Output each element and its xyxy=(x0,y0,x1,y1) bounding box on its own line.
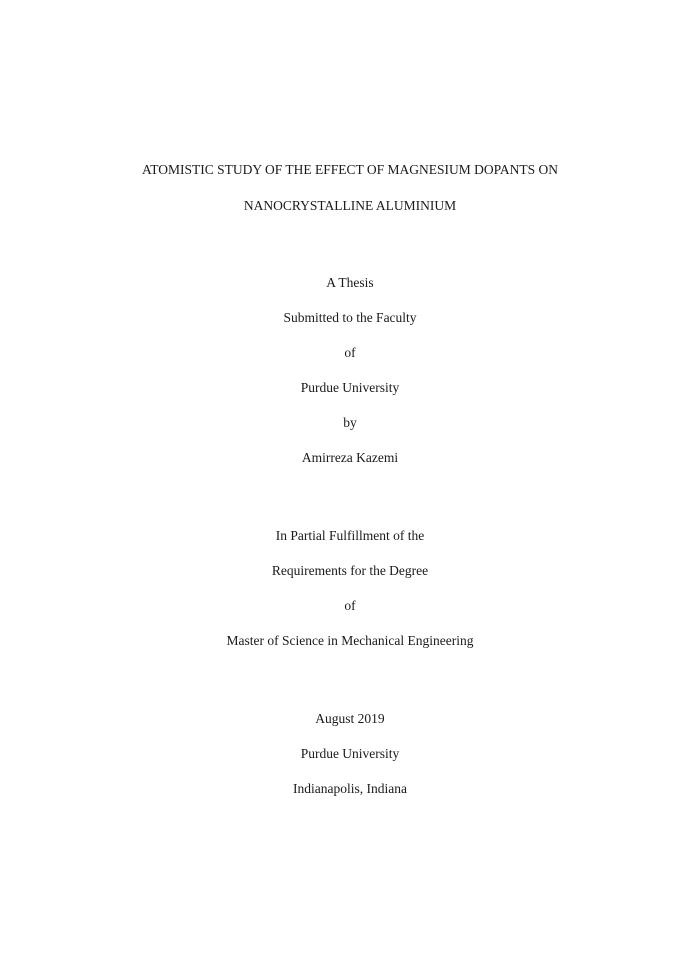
of-text: of xyxy=(344,345,356,360)
location: Indianapolis, Indiana xyxy=(293,781,407,796)
submission-date: August 2019 xyxy=(315,711,385,726)
thesis-title-line-1: ATOMISTIC STUDY OF THE EFFECT OF MAGNESIUM DOPANTS ON xyxy=(141,162,559,177)
author-name: Amirreza Kazemi xyxy=(301,450,399,465)
footer-university: Purdue University xyxy=(300,746,400,761)
fulfillment-line-2: Requirements for the Degree xyxy=(271,563,429,578)
of-text-2: of xyxy=(344,598,356,613)
document-type: A Thesis xyxy=(326,275,374,290)
by-text: by xyxy=(343,415,357,430)
thesis-title-line-2: NANOCRYSTALLINE ALUMINIUM xyxy=(243,198,457,213)
degree-name: Master of Science in Mechanical Engineering xyxy=(226,633,474,648)
university-name: Purdue University xyxy=(300,380,400,395)
submitted-to: Submitted to the Faculty xyxy=(283,310,417,325)
fulfillment-line-1: In Partial Fulfillment of the xyxy=(275,528,425,543)
